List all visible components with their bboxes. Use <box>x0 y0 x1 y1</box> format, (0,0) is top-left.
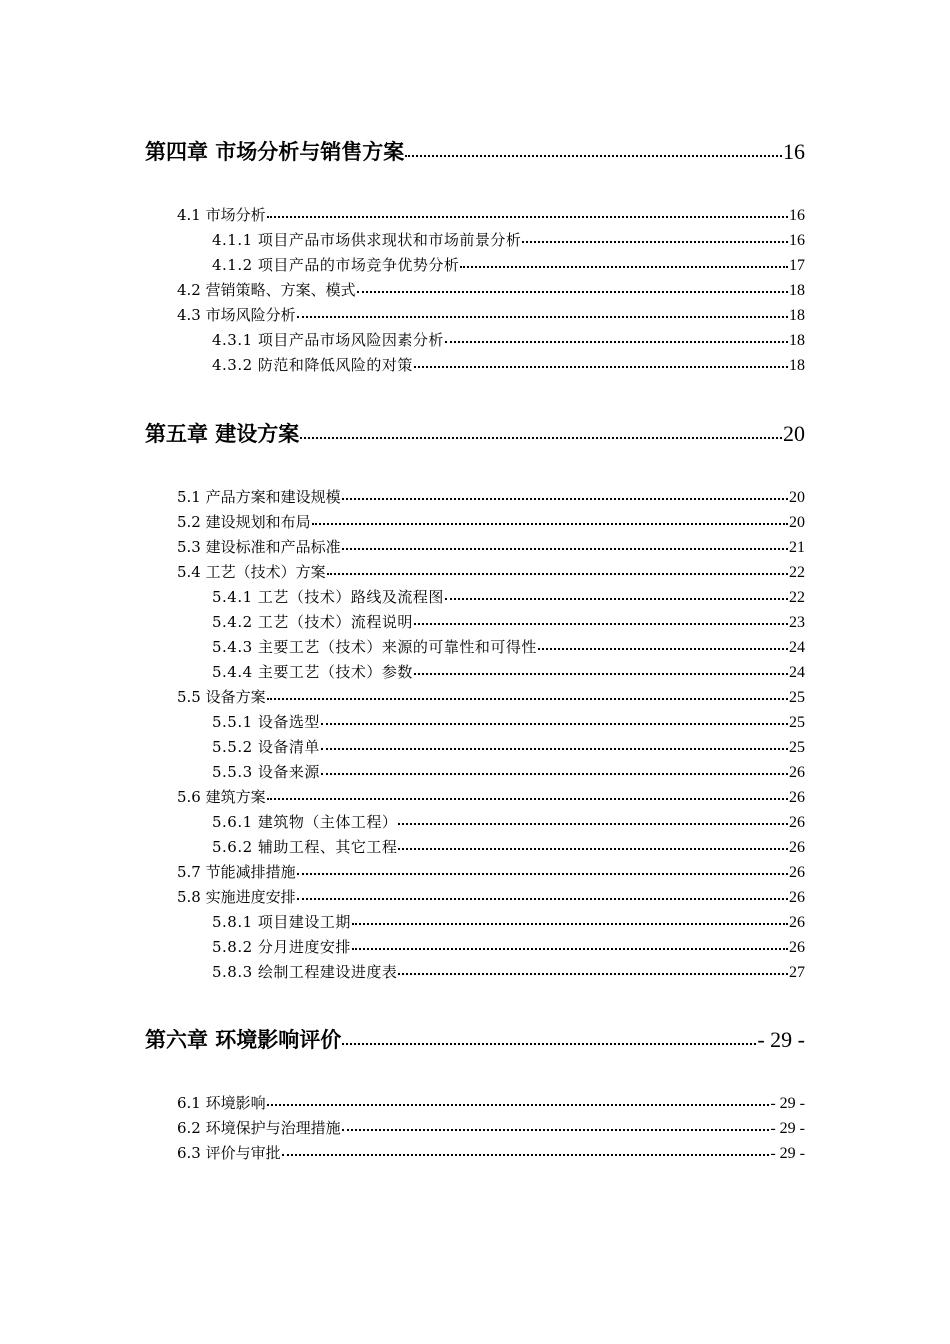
toc-page-number: - 29 - <box>770 1145 805 1162</box>
dot-leader <box>342 1043 756 1045</box>
toc-page-number: 21 <box>789 539 805 556</box>
dot-leader <box>398 823 788 825</box>
toc-entry-5-4-4[interactable] <box>212 661 805 682</box>
toc-label: 5.5.2 设备清单 <box>212 738 320 756</box>
toc-page-number: 20 <box>789 514 805 531</box>
toc-entry-4-3[interactable] <box>177 304 805 325</box>
toc-page-number: 26 <box>789 914 805 931</box>
dot-leader <box>445 598 788 600</box>
dot-leader <box>445 341 788 343</box>
dot-leader <box>327 573 788 575</box>
toc-entry-5-5-2[interactable] <box>212 736 805 757</box>
toc-page-number: 25 <box>789 714 805 731</box>
dot-leader <box>342 498 788 500</box>
dot-leader <box>357 291 788 293</box>
toc-label: 5.7 节能减排措施 <box>177 863 296 881</box>
toc-label: 4.3.2 防范和降低风险的对策 <box>212 356 413 374</box>
toc-entry-5-6-2[interactable] <box>212 836 805 857</box>
dot-leader <box>297 316 788 318</box>
dot-leader <box>267 1104 770 1106</box>
dot-leader <box>267 798 788 800</box>
toc-page-number: 16 <box>789 207 805 224</box>
dot-leader <box>522 241 788 243</box>
toc-entry-5-8-2[interactable] <box>212 936 805 957</box>
toc-label: 第五章 建设方案 <box>145 421 300 446</box>
dot-leader <box>342 548 788 550</box>
toc-label: 4.1 市场分析 <box>177 206 266 224</box>
toc-entry-5-6[interactable] <box>177 786 805 807</box>
toc-label: 6.1 环境影响 <box>177 1094 266 1112</box>
toc-label: 6.2 环境保护与治理措施 <box>177 1119 341 1137</box>
toc-entry-4-1-1[interactable] <box>212 229 805 250</box>
toc-label: 第四章 市场分析与销售方案 <box>145 139 405 164</box>
toc-page-number: 26 <box>789 889 805 906</box>
toc-label: 5.5.3 设备来源 <box>212 763 320 781</box>
toc-page-number: 25 <box>789 689 805 706</box>
dot-leader <box>538 648 788 650</box>
toc-entry-5-4-2[interactable] <box>212 611 805 632</box>
toc-entry-5-2[interactable] <box>177 511 805 532</box>
toc-entry-5-3[interactable] <box>177 536 805 557</box>
toc-chapter-5[interactable] <box>145 418 805 448</box>
toc-label: 5.3 建设标准和产品标准 <box>177 538 341 556</box>
dot-leader <box>352 948 788 950</box>
toc-page-number: - 29 - <box>770 1095 805 1112</box>
dot-leader <box>460 266 788 268</box>
toc-label: 5.5.1 设备选型 <box>212 713 320 731</box>
dot-leader <box>414 673 788 675</box>
toc-page-number: 18 <box>789 332 805 349</box>
toc-page-number: 18 <box>789 357 805 374</box>
toc-entry-4-1[interactable] <box>177 204 805 225</box>
toc-label: 5.4.3 主要工艺（技术）来源的可靠性和可得性 <box>212 638 537 656</box>
toc-entry-5-8-1[interactable] <box>212 911 805 932</box>
dot-leader <box>312 523 788 525</box>
toc-page-number: 26 <box>789 864 805 881</box>
toc-page-number: 20 <box>783 421 805 446</box>
toc-page-number: 26 <box>789 789 805 806</box>
toc-label: 4.1.1 项目产品市场供求现状和市场前景分析 <box>212 231 522 249</box>
toc-page-number: 26 <box>789 939 805 956</box>
toc-page-number: 16 <box>783 139 805 164</box>
toc-label: 5.6.2 辅助工程、其它工程 <box>212 838 398 856</box>
toc-entry-5-5-1[interactable] <box>212 711 805 732</box>
toc-entry-5-4-3[interactable] <box>212 636 805 657</box>
toc-page-number: - 29 - <box>770 1120 805 1137</box>
dot-leader <box>321 723 788 725</box>
toc-entry-4-2[interactable] <box>177 279 805 300</box>
toc-label: 5.1 产品方案和建设规模 <box>177 488 341 506</box>
toc-label: 5.4.1 工艺（技术）路线及流程图 <box>212 588 444 606</box>
toc-chapter-6[interactable] <box>145 1024 805 1054</box>
dot-leader <box>405 155 782 157</box>
toc-entry-5-1[interactable] <box>177 486 805 507</box>
dot-leader <box>321 773 788 775</box>
dot-leader <box>352 923 788 925</box>
toc-label: 5.8.1 项目建设工期 <box>212 913 351 931</box>
toc-entry-4-1-2[interactable] <box>212 254 805 275</box>
toc-page-number: 24 <box>789 664 805 681</box>
toc-label: 4.2 营销策略、方案、模式 <box>177 281 356 299</box>
toc-page-number: 27 <box>789 964 805 981</box>
toc-entry-5-5[interactable] <box>177 686 805 707</box>
toc-page-number: 22 <box>789 589 805 606</box>
toc-page-number: - 29 - <box>757 1027 805 1052</box>
toc-page-number: 20 <box>789 489 805 506</box>
toc-entry-6-1[interactable] <box>177 1092 805 1113</box>
toc-label: 5.8.3 绘制工程建设进度表 <box>212 963 398 981</box>
toc-entry-5-6-1[interactable] <box>212 811 805 832</box>
toc-label: 5.8.2 分月进度安排 <box>212 938 351 956</box>
toc-label: 5.6 建筑方案 <box>177 788 266 806</box>
toc-page-number: 22 <box>789 564 805 581</box>
dot-leader <box>398 848 788 850</box>
toc-page-number: 18 <box>789 307 805 324</box>
dot-leader <box>342 1129 770 1131</box>
toc-entry-6-3[interactable] <box>177 1142 805 1163</box>
toc-entry-5-8-3[interactable] <box>212 961 805 982</box>
toc-label: 4.3 市场风险分析 <box>177 306 296 324</box>
toc-label: 5.6.1 建筑物（主体工程） <box>212 813 398 831</box>
dot-leader <box>282 1154 770 1156</box>
toc-entry-4-3-2[interactable] <box>212 354 805 375</box>
dot-leader <box>297 898 788 900</box>
toc-label: 5.4 工艺（技术）方案 <box>177 563 326 581</box>
dot-leader <box>414 366 788 368</box>
dot-leader <box>398 973 788 975</box>
dot-leader <box>267 698 788 700</box>
toc-page-number: 26 <box>789 764 805 781</box>
toc-entry-5-8[interactable] <box>177 886 805 907</box>
toc-page-number: 26 <box>789 839 805 856</box>
toc-entry-6-2[interactable] <box>177 1117 805 1138</box>
toc-label: 5.8 实施进度安排 <box>177 888 296 906</box>
toc-entry-5-4-1[interactable] <box>212 586 805 607</box>
toc-page-number: 17 <box>789 257 805 274</box>
toc-label: 4.1.2 项目产品的市场竞争优势分析 <box>212 256 460 274</box>
dot-leader <box>300 437 782 439</box>
toc-page-number: 25 <box>789 739 805 756</box>
toc-entry-5-5-3[interactable] <box>212 761 805 782</box>
toc-entry-4-3-1[interactable] <box>212 329 805 350</box>
toc-page-number: 18 <box>789 282 805 299</box>
toc-label: 6.3 评价与审批 <box>177 1144 281 1162</box>
toc-label: 第六章 环境影响评价 <box>145 1027 342 1052</box>
toc-label: 5.5 设备方案 <box>177 688 266 706</box>
dot-leader <box>321 748 788 750</box>
dot-leader <box>267 216 788 218</box>
toc-page-number: 16 <box>789 232 805 249</box>
toc-page-number: 24 <box>789 639 805 656</box>
toc-page-number: 23 <box>789 614 805 631</box>
toc-label: 5.4.4 主要工艺（技术）参数 <box>212 663 413 681</box>
toc-entry-5-7[interactable] <box>177 861 805 882</box>
toc-label: 4.3.1 项目产品市场风险因素分析 <box>212 331 444 349</box>
dot-leader <box>414 623 788 625</box>
toc-entry-5-4[interactable] <box>177 561 805 582</box>
toc-page-number: 26 <box>789 814 805 831</box>
toc-label: 5.2 建设规划和布局 <box>177 513 311 531</box>
toc-chapter-4[interactable] <box>145 136 805 166</box>
dot-leader <box>297 873 788 875</box>
toc-label: 5.4.2 工艺（技术）流程说明 <box>212 613 413 631</box>
